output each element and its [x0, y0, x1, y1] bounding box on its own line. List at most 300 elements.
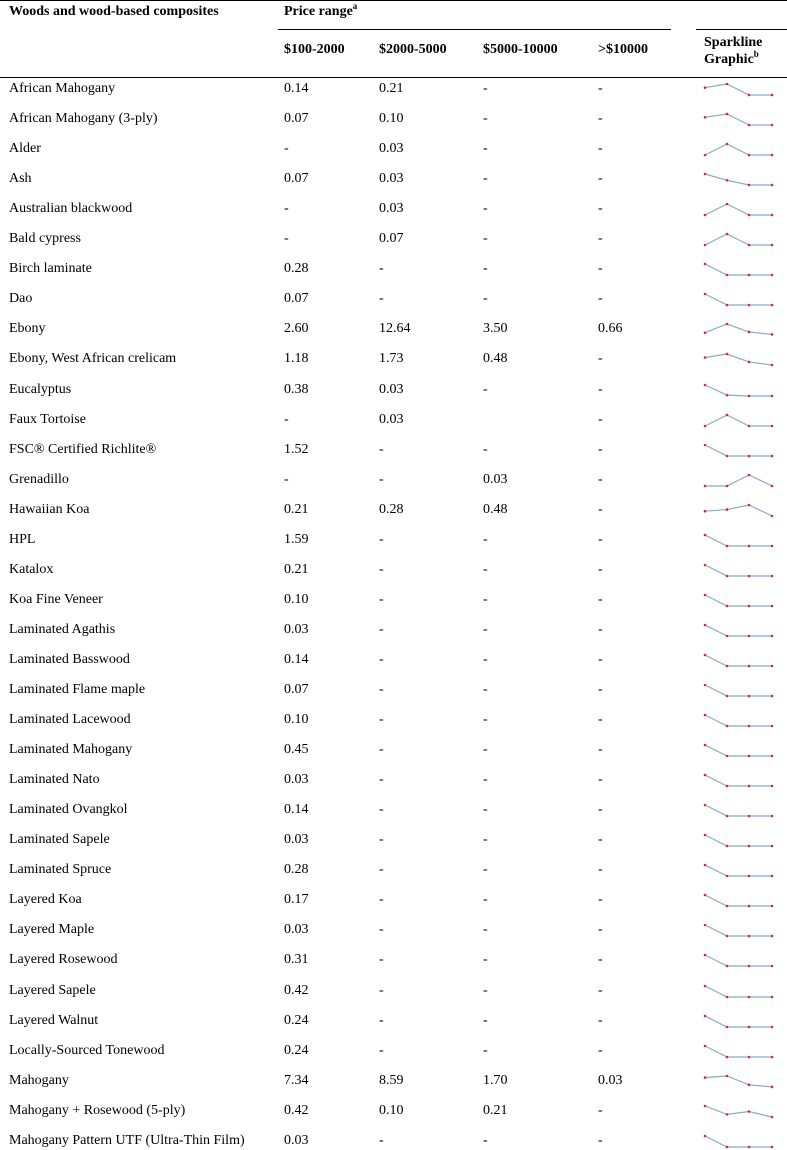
price-cell: 0.66 [598, 321, 623, 337]
sparkline-point [748, 695, 751, 698]
wood-name: Australian blackwood [9, 201, 133, 217]
price-cell: - [379, 922, 384, 938]
price-cell: 0.10 [284, 591, 309, 607]
price-cell: - [598, 862, 603, 878]
price-cell: - [598, 81, 603, 96]
price-cell: - [483, 742, 488, 758]
price-cell: - [483, 651, 488, 667]
price-cell: - [598, 231, 603, 247]
sparkline-point [704, 894, 707, 897]
price-cell: 0.42 [284, 982, 309, 998]
price-cell: - [379, 982, 384, 998]
price-cell: - [379, 531, 384, 547]
price-cell: 0.21 [379, 81, 404, 96]
price-cell: 0.03 [379, 141, 404, 157]
sparkline-path [705, 354, 772, 365]
header-woods-label: Woods and wood-based composites [9, 4, 219, 19]
sparkline-point [704, 1134, 707, 1137]
price-cell: - [598, 471, 603, 487]
sparkline-point [726, 323, 729, 326]
wood-name: Laminated Agathis [9, 621, 116, 637]
sparkline-path [705, 324, 772, 334]
price-cell: - [483, 111, 488, 127]
sparkline [702, 950, 777, 968]
sparkline [702, 590, 777, 608]
sparkline [702, 770, 777, 788]
sparkline-point [704, 563, 707, 566]
sparkline [702, 139, 777, 157]
price-cell: - [598, 561, 603, 577]
price-cell: - [379, 712, 384, 728]
sparkline-point [726, 113, 729, 116]
price-cell: - [483, 201, 488, 217]
price-cell: - [598, 381, 603, 397]
price-cell: 12.64 [379, 321, 411, 337]
price-cell: 0.07 [284, 111, 309, 127]
sparkline-point [704, 383, 707, 386]
sparkline [702, 470, 777, 488]
header-col-3: $5000-10000 [483, 42, 558, 57]
sparkline-point [748, 785, 751, 788]
price-cell: - [284, 201, 289, 217]
wood-name: Mahogany + Rosewood (5-ply) [9, 1102, 186, 1118]
price-cell: 0.38 [284, 381, 309, 397]
sparkline-point [704, 214, 707, 217]
sparkline-point [726, 544, 729, 547]
price-cell: - [483, 1012, 488, 1028]
price-cell: 0.07 [284, 682, 309, 697]
sparkline-point [726, 274, 729, 277]
sparkline-path [705, 84, 772, 95]
price-cell: 1.52 [284, 441, 309, 457]
price-cell: - [483, 81, 488, 96]
price-cell: - [483, 682, 488, 697]
price-cell: - [598, 111, 603, 127]
sparkline [702, 860, 777, 878]
sparkline-point [704, 263, 707, 266]
sparkline-point [726, 905, 729, 908]
price-cell: - [598, 621, 603, 637]
wood-name: Layered Walnut [9, 1012, 99, 1028]
sparkline-path [705, 595, 772, 606]
wood-name: Koa Fine Veneer [9, 591, 103, 607]
sparkline-point [748, 454, 751, 457]
sparkline-point [726, 965, 729, 968]
price-cell: - [483, 802, 488, 818]
sparkline-path [705, 895, 772, 906]
sparkline-point [748, 331, 751, 334]
wood-name: Layered Rosewood [9, 952, 118, 968]
sparkline-point [748, 544, 751, 547]
sparkline-point [704, 293, 707, 296]
sparkline [702, 380, 777, 398]
sparkline-point [704, 173, 707, 176]
sparkline-point [748, 755, 751, 758]
sparkline-note: b [753, 49, 759, 59]
sparkline-point [726, 725, 729, 728]
sparkline-point [771, 514, 774, 517]
sparkline [702, 680, 777, 698]
sparkline-point [771, 364, 774, 367]
sparkline-path [705, 385, 772, 396]
price-cell: 0.21 [483, 1102, 508, 1118]
sparkline-point [771, 154, 774, 157]
sparkline-path [705, 986, 772, 997]
price-cell: - [284, 471, 289, 487]
sparkline-point [771, 1145, 774, 1148]
sparkline-point [771, 995, 774, 998]
sparkline-path [705, 475, 772, 486]
sparkline-point [771, 1115, 774, 1118]
sparkline-point [726, 304, 729, 307]
price-cell: - [598, 922, 603, 938]
price-cell: - [483, 982, 488, 998]
price-cell: - [379, 621, 384, 637]
price-cell: - [598, 1042, 603, 1058]
price-cell: - [483, 712, 488, 728]
price-cell: - [379, 591, 384, 607]
sparkline-point [748, 473, 751, 476]
sparkline-point [726, 143, 729, 146]
sparkline-point [771, 905, 774, 908]
sparkline [702, 410, 777, 428]
sparkline [702, 981, 777, 999]
sparkline-point [726, 845, 729, 848]
price-cell: - [483, 591, 488, 607]
price-cell: 1.70 [483, 1072, 508, 1088]
sparkline [702, 530, 777, 548]
price-cell: - [598, 952, 603, 968]
price-cell: - [598, 651, 603, 667]
sparkline-path [705, 865, 772, 876]
sparkline-path [705, 835, 772, 846]
sparkline-point [771, 605, 774, 608]
sparkline-point [748, 905, 751, 908]
price-cell: 0.28 [284, 862, 309, 878]
wood-name: Layered Maple [9, 922, 95, 938]
wood-name: Hawaiian Koa [9, 501, 90, 517]
sparkline-point [704, 510, 707, 513]
wood-name: Locally-Sourced Tonewood [9, 1042, 165, 1058]
sparkline-path [705, 1136, 772, 1147]
sparkline [702, 1131, 777, 1149]
price-cell: - [598, 501, 603, 517]
sparkline-point [748, 394, 751, 397]
sparkline-path [705, 745, 772, 756]
sparkline-point [748, 1110, 751, 1113]
price-cell: 0.17 [284, 892, 309, 908]
sparkline-path [705, 264, 772, 275]
price-cell: 0.03 [284, 1132, 309, 1148]
price-cell: - [598, 261, 603, 277]
price-cell: - [379, 952, 384, 968]
price-cell: - [483, 621, 488, 637]
price-cell: - [379, 261, 384, 277]
sparkline-point [704, 424, 707, 427]
sparkline-point [704, 744, 707, 747]
price-cell: 0.14 [284, 802, 309, 818]
sparkline-point [771, 965, 774, 968]
sparkline-point [748, 244, 751, 247]
sparkline-point [726, 1074, 729, 1077]
sparkline-path [705, 1046, 772, 1057]
sparkline-point [748, 665, 751, 668]
sparkline-path [705, 925, 772, 936]
sparkline-path [705, 174, 772, 185]
sparkline-point [771, 725, 774, 728]
sparkline-point [726, 83, 729, 86]
sparkline-path [705, 1016, 772, 1027]
sparkline-point [726, 574, 729, 577]
sparkline-path [705, 1076, 772, 1087]
sparkline-point [771, 755, 774, 758]
price-cell: 0.28 [284, 261, 309, 277]
sparkline-point [704, 1044, 707, 1047]
price-cell: 0.45 [284, 742, 309, 758]
wood-name: Laminated Sapele [9, 832, 110, 848]
sparkline-point [748, 274, 751, 277]
sparkline-point [748, 725, 751, 728]
price-cell: 0.03 [379, 411, 404, 427]
price-cell: 3.50 [483, 321, 508, 337]
price-cell: 0.03 [598, 1072, 623, 1088]
sparkline-point [748, 1025, 751, 1028]
price-cell: - [379, 651, 384, 667]
wood-name: Laminated Spruce [9, 862, 112, 878]
price-cell: 0.03 [379, 381, 404, 397]
price-cell: 1.18 [284, 351, 309, 367]
wood-name: Mahogany [9, 1072, 69, 1088]
sparkline-point [748, 361, 751, 364]
sparkline-point [748, 214, 751, 217]
price-cell: - [483, 561, 488, 577]
price-cell: 0.07 [284, 291, 309, 307]
sparkline-point [748, 184, 751, 187]
sparkline-point [704, 86, 707, 89]
sparkline-point [748, 574, 751, 577]
wood-name: Grenadillo [9, 471, 69, 487]
sparkline-point [771, 214, 774, 217]
wood-name: Laminated Lacewood [9, 712, 131, 728]
sparkline [702, 710, 777, 728]
sparkline-point [726, 484, 729, 487]
sparkline-point [704, 594, 707, 597]
sparkline [702, 289, 777, 307]
sparkline-point [771, 454, 774, 457]
sparkline-point [726, 995, 729, 998]
sparkline-path [705, 715, 772, 726]
sparkline-path [705, 505, 772, 516]
price-cell: - [379, 1042, 384, 1058]
price-cell: - [598, 1132, 603, 1148]
sparkline-point [748, 935, 751, 938]
sparkline-path [705, 204, 772, 215]
wood-name: African Mahogany (3-ply) [9, 111, 158, 127]
sparkline [702, 920, 777, 938]
sparkline-point [771, 1025, 774, 1028]
sparkline-point [726, 875, 729, 878]
sparkline-point [726, 203, 729, 206]
price-cell: - [483, 772, 488, 788]
wood-name: Laminated Nato [9, 772, 100, 788]
sparkline-point [748, 635, 751, 638]
price-cell: 0.07 [284, 171, 309, 187]
wood-name: Layered Sapele [9, 982, 96, 998]
sparkline-point [771, 334, 774, 337]
wood-name: Ebony [9, 321, 46, 337]
sparkline-label-2: Graphic [704, 52, 754, 67]
sparkline-point [771, 935, 774, 938]
sparkline-point [771, 304, 774, 307]
sparkline-point [704, 357, 707, 360]
price-cell: - [284, 141, 289, 157]
sparkline-point [771, 274, 774, 277]
price-cell: - [598, 411, 603, 427]
sparkline-point [748, 124, 751, 127]
price-cell: - [379, 892, 384, 908]
wood-name: Laminated Flame maple [9, 682, 146, 697]
sparkline-point [704, 834, 707, 837]
sparkline-point [726, 755, 729, 758]
sparkline [702, 169, 777, 187]
price-cell: - [598, 1012, 603, 1028]
sparkline-point [704, 714, 707, 717]
wood-name: Mahogany Pattern UTF (Ultra-Thin Film) [9, 1132, 245, 1148]
price-cell: 0.48 [483, 351, 508, 367]
price-cell: 1.59 [284, 531, 309, 547]
price-cell: - [379, 1132, 384, 1148]
sparkline-path [705, 775, 772, 786]
sparkline-point [748, 995, 751, 998]
sparkline-point [748, 1055, 751, 1058]
sparkline-path [705, 685, 772, 696]
price-cell: - [598, 291, 603, 307]
sparkline-point [726, 665, 729, 668]
sparkline-path [705, 294, 772, 305]
sparkline-point [726, 1025, 729, 1028]
sparkline-point [748, 605, 751, 608]
sparkline-point [771, 124, 774, 127]
sparkline-point [704, 654, 707, 657]
price-cell: - [598, 591, 603, 607]
sparkline [702, 1011, 777, 1029]
sparkline-point [704, 116, 707, 119]
price-cell: - [483, 381, 488, 397]
sparkline-path [705, 415, 772, 426]
sparkline-point [748, 503, 751, 506]
sparkline-point [748, 424, 751, 427]
price-cell: 0.21 [284, 501, 309, 517]
price-cell: - [379, 471, 384, 487]
header-col-2: $2000-5000 [379, 42, 447, 57]
sparkline-point [704, 484, 707, 487]
sparkline-point [726, 413, 729, 416]
sparkline [702, 500, 777, 518]
sparkline-point [726, 785, 729, 788]
price-cell: - [598, 892, 603, 908]
price-cell: - [379, 441, 384, 457]
price-cell: - [284, 411, 289, 427]
sparkline-point [748, 965, 751, 968]
sparkline-point [726, 1055, 729, 1058]
price-cell: 0.10 [379, 1102, 404, 1118]
price-cell: - [483, 291, 488, 307]
sparkline-point [771, 394, 774, 397]
price-cell: - [379, 832, 384, 848]
sparkline-point [726, 353, 729, 356]
sparkline-point [771, 785, 774, 788]
sparkline-point [771, 544, 774, 547]
sparkline-point [704, 443, 707, 446]
sparkline-point [771, 574, 774, 577]
sparkline-point [771, 635, 774, 638]
sparkline [702, 199, 777, 217]
price-cell: 0.10 [379, 111, 404, 127]
price-cell: - [598, 531, 603, 547]
price-cell: - [483, 231, 488, 247]
price-cell: - [379, 291, 384, 307]
price-cell: 0.14 [284, 651, 309, 667]
sparkline-path [705, 565, 772, 576]
price-cell: - [379, 682, 384, 697]
sparkline-point [771, 665, 774, 668]
price-cell: - [483, 862, 488, 878]
wood-name: Ebony, West African crelicam [9, 351, 177, 367]
wood-name: Laminated Basswood [9, 651, 130, 667]
wood-name: African Mahogany [9, 81, 116, 96]
price-cell: 0.14 [284, 81, 309, 96]
price-cell: - [598, 982, 603, 998]
price-cell: - [483, 141, 488, 157]
price-cell: 2.60 [284, 321, 309, 337]
price-cell: - [598, 772, 603, 788]
sparkline-point [704, 1076, 707, 1079]
price-cell: 8.59 [379, 1072, 404, 1088]
wood-name: Ash [9, 171, 32, 187]
header-col-4: >$10000 [598, 42, 648, 57]
sparkline-point [726, 935, 729, 938]
sparkline-point [748, 1083, 751, 1086]
price-cell: 0.24 [284, 1012, 309, 1028]
sparkline-point [726, 1113, 729, 1116]
sparkline [702, 650, 777, 668]
wood-name: Faux Tortoise [9, 411, 86, 427]
sparkline [702, 800, 777, 818]
sparkline-point [726, 508, 729, 511]
price-cell: 0.42 [284, 1102, 309, 1118]
sparkline-point [726, 179, 729, 182]
wood-name: Laminated Mahogany [9, 742, 133, 758]
price-cell: - [483, 922, 488, 938]
wood-name: Birch laminate [9, 261, 92, 277]
price-cell: 7.34 [284, 1072, 309, 1088]
price-cell: - [379, 561, 384, 577]
price-cell: 0.03 [379, 171, 404, 187]
sparkline-path [705, 114, 772, 125]
wood-name: FSC® Certified Richlite® [9, 441, 157, 457]
sparkline-point [704, 684, 707, 687]
price-cell: - [483, 1132, 488, 1148]
sparkline [702, 319, 777, 337]
sparkline-point [704, 804, 707, 807]
price-cell: - [598, 141, 603, 157]
sparkline-path [705, 655, 772, 666]
price-cell: - [483, 441, 488, 457]
price-cell: 0.03 [284, 621, 309, 637]
sparkline [702, 740, 777, 758]
wood-name: Alder [9, 141, 41, 157]
price-cell: - [598, 1102, 603, 1118]
